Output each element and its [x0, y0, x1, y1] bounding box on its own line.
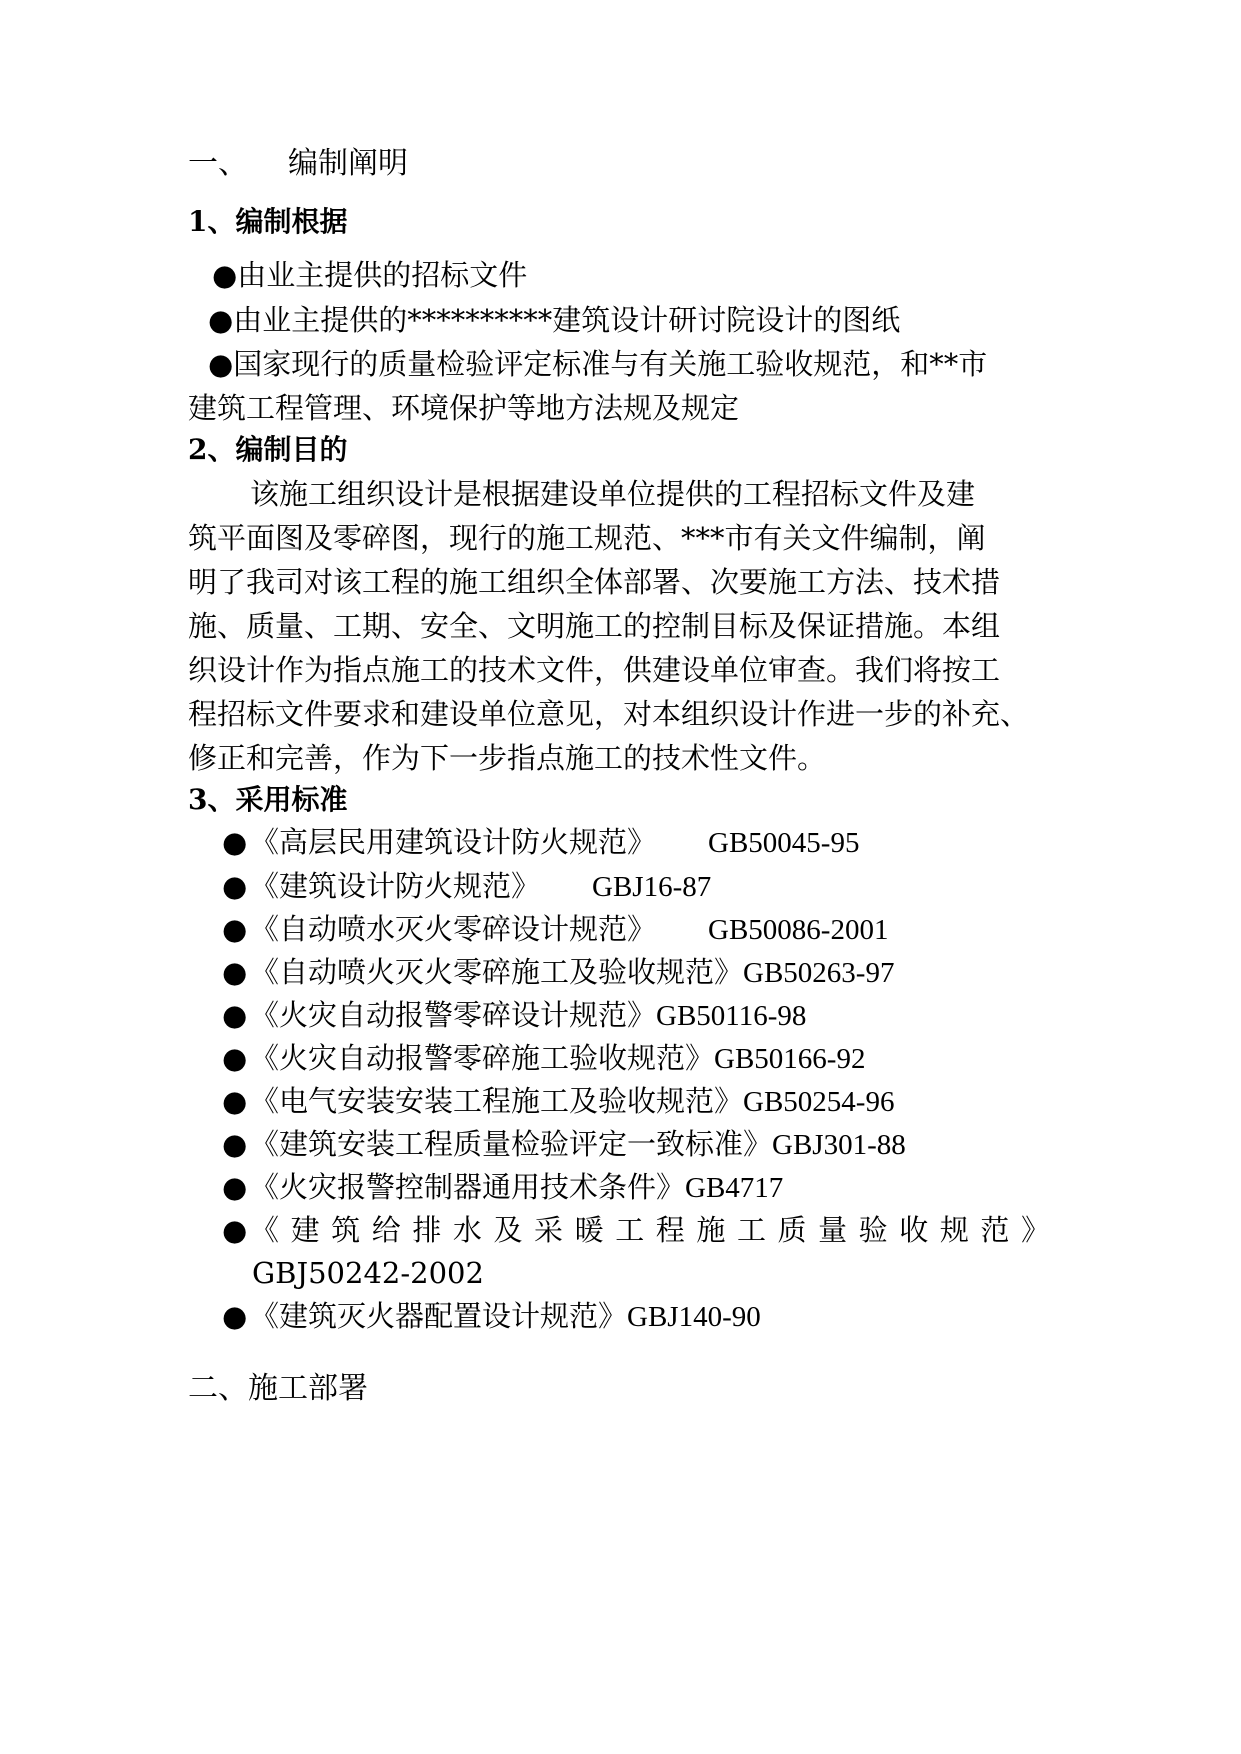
- char: 水: [452, 1213, 482, 1247]
- standard-code: GBJ140-90: [627, 1301, 761, 1333]
- standard-item-bullet: [222, 1212, 250, 1248]
- subsection-2-title: 2、编制目的: [188, 433, 348, 466]
- section-1-number: 一、: [188, 146, 248, 181]
- standard-code: GB50045-95: [708, 827, 860, 859]
- char: 建: [290, 1213, 320, 1247]
- basis-item-1: ●由业主提供的招标文件: [212, 258, 528, 292]
- standard-code: GB50263-97: [743, 957, 895, 989]
- purpose-line-1: 该施工组织设计是根据建设单位提供的工程招标文件及建: [250, 477, 976, 511]
- char: 质: [777, 1213, 807, 1247]
- standard-name: 《火灾报警控制器通用技术条件》: [250, 1170, 686, 1204]
- basis-item-3: ●国家现行的质量检验评定标准与有关施工验收规范，和**市: [208, 347, 988, 381]
- standard-item: [222, 911, 888, 948]
- standard-item: [222, 868, 711, 905]
- char: 给: [371, 1213, 401, 1247]
- purpose-line-6: 程招标文件要求和建设单位意见，对本组织设计作进一步的补充、: [188, 697, 1030, 731]
- char: 及: [493, 1213, 523, 1247]
- purpose-line-5: 织设计作为指点施工的技术文件，供建设单位审查。我们将按工: [188, 653, 1001, 687]
- standard-name: 《火灾自动报警零碎设计规范》: [250, 998, 657, 1032]
- standard-item: [222, 997, 806, 1034]
- standard-item: [222, 824, 859, 861]
- bullet-icon: ●: [222, 1041, 248, 1075]
- char: 范: [980, 1213, 1010, 1247]
- char: 暖: [574, 1213, 604, 1247]
- basis-item-3-continued: 建筑工程管理、环境保护等地方法规及规定: [188, 391, 740, 425]
- standard-item: [222, 1040, 865, 1077]
- char: 施: [696, 1213, 726, 1247]
- bullet-icon: ●: [222, 1127, 248, 1161]
- purpose-line-4: 施、质量、工期、安全、文明施工的控制目标及保证措施。本组: [188, 609, 1001, 643]
- char: 》: [1020, 1213, 1050, 1247]
- char: 量: [818, 1213, 848, 1247]
- standard-code: GBJ16-87: [592, 871, 712, 903]
- bullet-icon: ●: [222, 998, 248, 1032]
- bullet-icon: ●: [222, 955, 248, 989]
- standard-item: [222, 1083, 894, 1120]
- bullet-icon: ●: [222, 869, 248, 903]
- char: 排: [412, 1213, 442, 1247]
- bullet-icon: ●: [222, 825, 248, 859]
- standard-name: 《自动喷火灭火零碎施工及验收规范》: [250, 955, 744, 989]
- char: 采: [534, 1213, 564, 1247]
- char: 程: [655, 1213, 685, 1247]
- standard-code: GB50086-2001: [708, 914, 889, 946]
- standard-code: GBJ301-88: [772, 1129, 906, 1161]
- standard-code: GB4717: [685, 1172, 784, 1204]
- char: 《: [250, 1213, 280, 1247]
- standard-item: [222, 1298, 761, 1335]
- purpose-line-3: 明了我司对该工程的施工组织全体部署、次要施工方法、技术措: [188, 565, 1001, 599]
- purpose-line-2: 筑平面图及零碎图，现行的施工规范、***市有关文件编制，阐: [188, 521, 986, 555]
- bullet-icon: ●: [222, 1170, 248, 1204]
- standard-name: 《建筑灭火器配置设计规范》: [250, 1299, 628, 1333]
- standard-item: [222, 1169, 783, 1206]
- standard-name: 《电气安装安装工程施工及验收规范》: [250, 1084, 744, 1118]
- bullet-icon: ●: [222, 1213, 248, 1247]
- char: 筑: [331, 1213, 361, 1247]
- standard-item: [222, 954, 894, 991]
- bullet-icon: ●: [222, 912, 248, 946]
- standard-name-spaced: [250, 1212, 1050, 1248]
- standard-name: 《火灾自动报警零碎施工验收规范》: [250, 1041, 715, 1075]
- char: 工: [615, 1213, 645, 1247]
- section-2-heading: 二、施工部署: [188, 1371, 368, 1406]
- standard-name: 《建筑设计防火规范》: [250, 869, 541, 903]
- subsection-1-title: 1、编制根据: [188, 205, 348, 238]
- section-1-title: 编制阐明: [288, 146, 408, 181]
- standard-name: 《高层民用建筑设计防火规范》: [250, 825, 657, 859]
- purpose-line-7: 修正和完善，作为下一步指点施工的技术性文件。: [188, 741, 827, 775]
- standard-code: GB50254-96: [743, 1086, 895, 1118]
- standard-name: 《建筑安装工程质量检验评定一致标准》: [250, 1127, 773, 1161]
- char: 验: [858, 1213, 888, 1247]
- standard-code: GB50116-98: [656, 1000, 807, 1032]
- subsection-3-title: 3、采用标准: [188, 783, 348, 816]
- char: 收: [899, 1213, 929, 1247]
- char: 工: [736, 1213, 766, 1247]
- standard-code: GB50166-92: [714, 1043, 866, 1075]
- standard-item: [222, 1126, 906, 1163]
- basis-item-2: ●由业主提供的**********建筑设计研讨院设计的图纸: [208, 303, 901, 337]
- standard-name: 《自动喷水灭火零碎设计规范》: [250, 912, 657, 946]
- standard-code: GBJ50242-2002: [252, 1256, 484, 1290]
- char: 规: [939, 1213, 969, 1247]
- section-1-heading: [188, 146, 408, 182]
- bullet-icon: ●: [222, 1084, 248, 1118]
- bullet-icon: ●: [222, 1299, 248, 1333]
